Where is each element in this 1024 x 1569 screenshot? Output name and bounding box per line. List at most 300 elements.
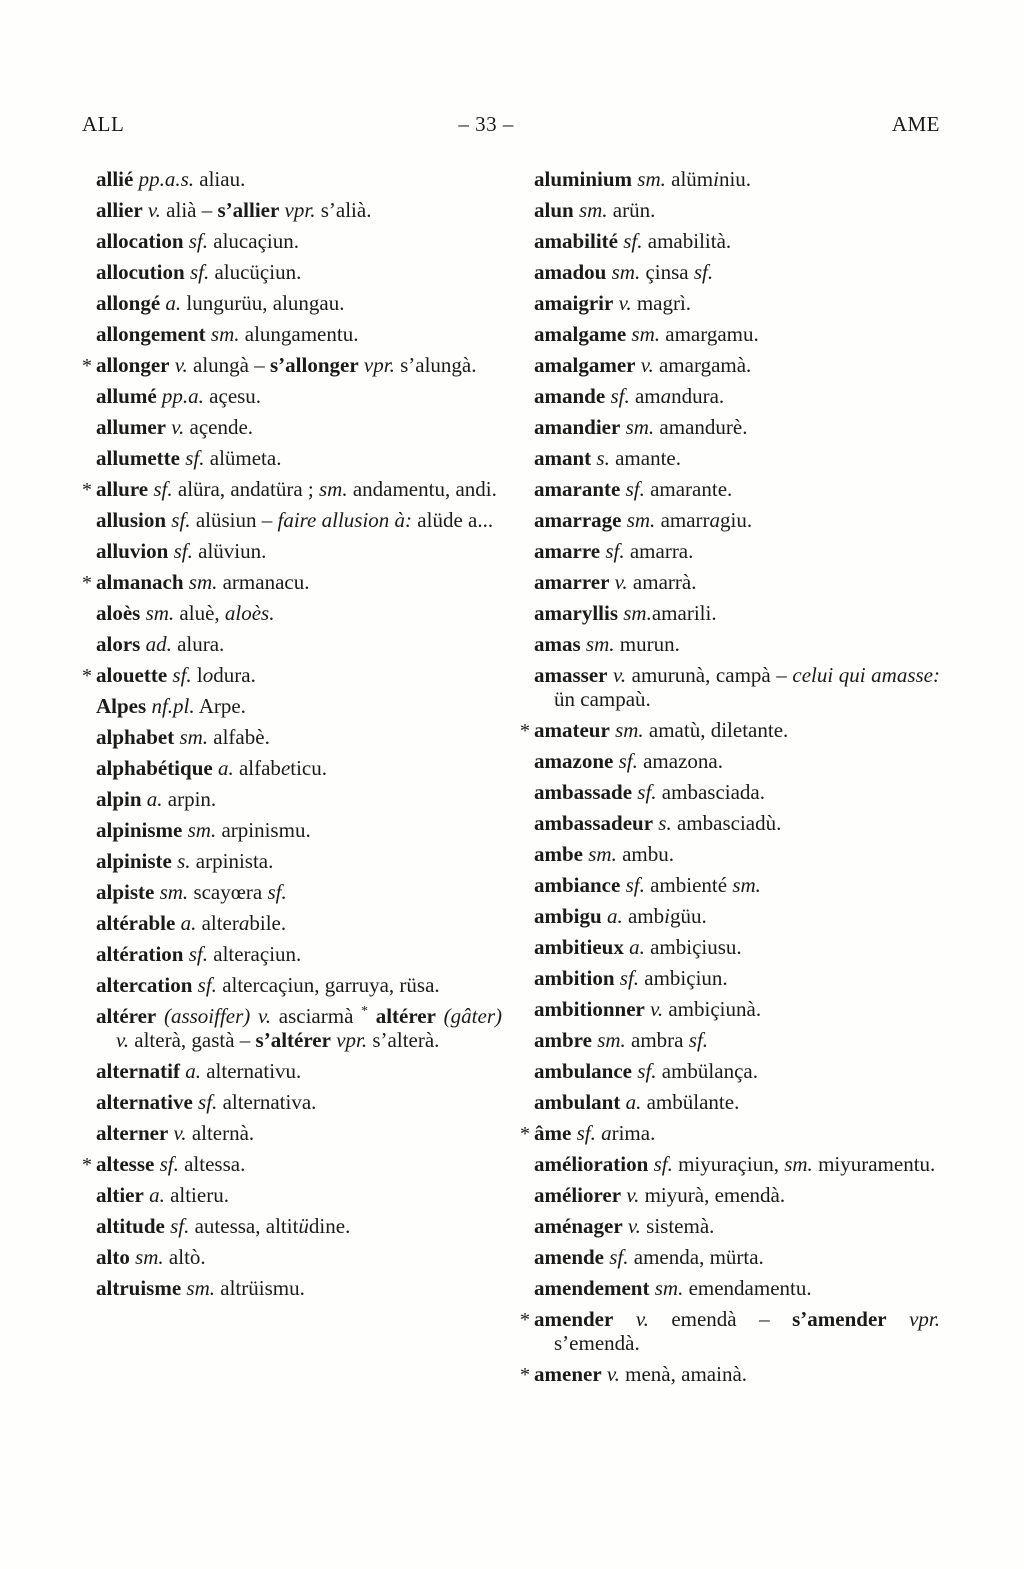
headword: âme xyxy=(534,1121,572,1145)
translation-text: ambülança. xyxy=(656,1059,758,1083)
dictionary-entry xyxy=(82,415,502,439)
pos-label: a xyxy=(238,911,250,935)
translation-text: emendamentu. xyxy=(683,1276,812,1300)
pos-label: sf. xyxy=(168,539,193,563)
headword: allocution xyxy=(96,260,185,284)
pos-label: sm. xyxy=(182,818,217,842)
dictionary-entry xyxy=(82,632,502,656)
translation-text: niu. xyxy=(718,167,752,191)
translation-text: s’emendà. xyxy=(554,1331,640,1355)
headword: amant xyxy=(534,446,592,470)
headword: altérer xyxy=(375,1004,436,1028)
dictionary-entry xyxy=(82,539,502,563)
headword: ambitieux xyxy=(534,935,624,959)
dictionary-entry xyxy=(520,1090,940,1114)
pos-label: a. xyxy=(141,787,163,811)
pos-label: v. xyxy=(621,1183,640,1207)
pos-label: a. xyxy=(601,904,623,928)
dictionary-entry xyxy=(520,873,940,897)
dictionary-entry xyxy=(520,1028,940,1052)
translation-text: miyuraçiun, xyxy=(672,1152,785,1176)
headword: allumer xyxy=(96,415,166,439)
translation-text: amazona. xyxy=(637,749,723,773)
headword: amélioration xyxy=(534,1152,649,1176)
pos-label: sf. xyxy=(618,229,643,253)
translation-text: amargamu. xyxy=(660,322,759,346)
headword: alpiste xyxy=(96,880,155,904)
pos-label: vpr. xyxy=(279,198,316,222)
translation-text: andamentu, andi. xyxy=(347,477,497,501)
dictionary-entry xyxy=(82,322,502,346)
pos-label: sf. xyxy=(632,1059,657,1083)
translation-text: am xyxy=(629,384,661,408)
headword: altitude xyxy=(96,1214,165,1238)
headword: altercation xyxy=(96,973,193,997)
headword: alto xyxy=(96,1245,130,1269)
pos-label: e xyxy=(280,756,291,780)
translation-text: altercaçiun, garruya, rüsa. xyxy=(216,973,440,997)
dictionary-entry xyxy=(520,291,940,315)
pos-label: sm. xyxy=(154,880,189,904)
headword: s’altérer xyxy=(255,1028,331,1052)
pos-label: sf. xyxy=(192,1090,218,1114)
dictionary-entry xyxy=(82,291,502,315)
translation-text: ambra xyxy=(625,1028,689,1052)
headword: alpin xyxy=(96,787,142,811)
headword-star: * xyxy=(82,479,92,501)
headword: amalgame xyxy=(534,322,627,346)
dictionary-entry xyxy=(82,260,502,284)
dictionary-entry xyxy=(520,570,940,594)
translation-text: alüra, andatüra ; xyxy=(172,477,319,501)
pos-label: sf. xyxy=(164,1214,190,1238)
pos-label: pp.a. xyxy=(156,384,204,408)
translation-text: amarili. xyxy=(651,601,717,625)
headword: alluvion xyxy=(96,539,169,563)
translation-text: miyuramentu. xyxy=(812,1152,936,1176)
dictionary-entry xyxy=(520,632,940,656)
dictionary-entry xyxy=(520,229,940,253)
translation-text: altrüismu. xyxy=(215,1276,305,1300)
translation-text: autessa, altit xyxy=(189,1214,299,1238)
column-left xyxy=(82,167,502,1393)
headword: alors xyxy=(96,632,141,656)
headword: ambitionner xyxy=(534,997,645,1021)
dictionary-entry xyxy=(82,229,502,253)
translation-text: menà, amainà. xyxy=(619,1362,748,1386)
pos-label: i xyxy=(713,167,719,191)
headword: amarante xyxy=(534,477,621,501)
page-header xyxy=(82,112,940,137)
pos-label: v. xyxy=(613,291,632,315)
dictionary-entry xyxy=(520,415,940,439)
pos-label: sm. xyxy=(174,725,209,749)
dictionary-entry xyxy=(520,1307,940,1355)
translation-text: emendà – xyxy=(648,1307,793,1331)
headword: amandier xyxy=(534,415,621,439)
dictionary-entry xyxy=(82,911,502,935)
translation-text: güu. xyxy=(669,904,707,928)
dictionary-entry xyxy=(82,167,502,191)
translation-text: amenda, mürta. xyxy=(628,1245,764,1269)
translation-text: alter xyxy=(196,911,239,935)
translation-text: lungurüu, alungau. xyxy=(181,291,345,315)
translation-text: alümeta. xyxy=(204,446,282,470)
pos-label: vpr. xyxy=(330,1028,368,1052)
headword: allure xyxy=(96,477,149,501)
pos-label: sm. xyxy=(649,1276,684,1300)
dictionary-entry xyxy=(520,663,940,711)
headword-star: * xyxy=(82,355,92,377)
translation-text: amargamà. xyxy=(653,353,752,377)
headword: amarrer xyxy=(534,570,610,594)
pos-label: sm. xyxy=(609,718,644,742)
dictionary-entry xyxy=(520,718,940,742)
dictionary-entry xyxy=(520,198,940,222)
translation-text: sistemà. xyxy=(640,1214,715,1238)
dictionary-entry xyxy=(520,935,940,959)
headword-star: * xyxy=(82,572,92,594)
translation-text: amarrà. xyxy=(627,570,697,594)
headword: amender xyxy=(534,1307,614,1331)
translation-text: s’alià. xyxy=(315,198,372,222)
pos-label: sm. xyxy=(618,601,652,625)
translation-text: asciarmà xyxy=(271,1004,362,1028)
dictionary-entry xyxy=(82,756,502,780)
headword: altruisme xyxy=(96,1276,182,1300)
pos-label: sm. xyxy=(181,1276,215,1300)
headword-star: * xyxy=(82,665,92,687)
dictionary-entry xyxy=(82,1004,502,1052)
pos-label: sm. xyxy=(591,1028,626,1052)
translation-text: amb xyxy=(622,904,665,928)
guide-word-left: ALL xyxy=(82,112,125,136)
headword: allumé xyxy=(96,384,157,408)
pos-label: sf. xyxy=(184,260,210,284)
translation-text: alüviun. xyxy=(192,539,267,563)
pos-label: sf. xyxy=(571,1121,596,1145)
pos-label: v. xyxy=(607,663,627,687)
headword: amarrage xyxy=(534,508,622,532)
pos-label: v. xyxy=(635,353,654,377)
translation-text: amurunà, campà – xyxy=(626,663,793,687)
dictionary-entry xyxy=(82,384,502,408)
pos-label: sm. xyxy=(606,260,641,284)
translation-text: açesu. xyxy=(203,384,262,408)
translation-text: alternativu. xyxy=(200,1059,302,1083)
dictionary-entry xyxy=(82,1059,502,1083)
headword-star: * xyxy=(520,720,530,742)
headword: amabilité xyxy=(534,229,618,253)
headword: amasser xyxy=(534,663,608,687)
headword: alpiniste xyxy=(96,849,172,873)
headword: amazone xyxy=(534,749,614,773)
translation-text: alucaçiun. xyxy=(208,229,299,253)
dictionary-entry xyxy=(520,904,940,928)
translation-text: ticu. xyxy=(290,756,328,780)
pos-label: sm. xyxy=(621,508,656,532)
pos-label: v. xyxy=(165,415,185,439)
pos-label: sf. xyxy=(267,880,287,904)
translation-text: amarra. xyxy=(624,539,694,563)
pos-label: sf. xyxy=(167,663,192,687)
pos-label: sm. xyxy=(620,415,655,439)
dictionary-entry xyxy=(520,601,940,625)
dictionary-entry xyxy=(520,997,940,1021)
headword-star: * xyxy=(520,1309,530,1331)
dictionary-entry xyxy=(82,694,502,718)
translation-text: giu. xyxy=(720,508,753,532)
dictionary-entry xyxy=(520,477,940,501)
pos-label: sm. xyxy=(632,167,666,191)
headword: alouette xyxy=(96,663,168,687)
translation-text: ambienté xyxy=(644,873,733,897)
headword: amateur xyxy=(534,718,610,742)
headword: allié xyxy=(96,167,134,191)
headword: ambre xyxy=(534,1028,592,1052)
page-number: – 33 – xyxy=(458,112,514,136)
headword: amalgamer xyxy=(534,353,636,377)
pos-label: v. xyxy=(613,1307,649,1331)
headword: alterner xyxy=(96,1121,169,1145)
headword: amener xyxy=(534,1362,602,1386)
dictionary-entry xyxy=(520,1245,940,1269)
pos-label: sm. xyxy=(573,198,608,222)
pos-label: aloès. xyxy=(224,601,275,625)
dictionary-entry xyxy=(82,353,502,377)
pos-label: sf. xyxy=(600,539,625,563)
pos-label: sm. xyxy=(784,1152,813,1176)
translation-text: alüm xyxy=(665,167,714,191)
translation-text: miyurà, emendà. xyxy=(639,1183,786,1207)
headword-star: * xyxy=(82,1154,92,1176)
pos-label: a. xyxy=(212,756,234,780)
dictionary-entry xyxy=(520,384,940,408)
headword: altier xyxy=(96,1183,144,1207)
dictionary-entry xyxy=(520,539,940,563)
translation-text: amabilità. xyxy=(642,229,732,253)
headword: amende xyxy=(534,1245,604,1269)
translation-text: amarante. xyxy=(644,477,733,501)
headword: altérable xyxy=(96,911,176,935)
pos-label: (assoiffer) v. xyxy=(156,1004,272,1028)
headword: ambassade xyxy=(534,780,633,804)
dictionary-entry xyxy=(520,1183,940,1207)
pos-label: a. xyxy=(160,291,182,315)
pos-label: sm. xyxy=(626,322,660,346)
translation-text: aluè, xyxy=(174,601,225,625)
pos-label: pp.a.s. xyxy=(133,167,195,191)
pos-label: a xyxy=(601,1121,612,1145)
translation-text: alternà. xyxy=(186,1121,255,1145)
dictionary-entry xyxy=(82,1090,502,1114)
dictionary-entry xyxy=(82,477,502,501)
headword: allocation xyxy=(96,229,184,253)
guide-word-right: AME xyxy=(891,112,940,136)
headword: ambition xyxy=(534,966,615,990)
dictionary-entry xyxy=(82,508,502,532)
translation-text: alungà – xyxy=(187,353,270,377)
dictionary-entry xyxy=(520,1276,940,1300)
headword: allongement xyxy=(96,322,206,346)
dictionary-entry xyxy=(82,1276,502,1300)
pos-label: sf. xyxy=(620,477,645,501)
dictionary-entry xyxy=(520,780,940,804)
dictionary-entry xyxy=(520,508,940,532)
pos-label: nf.pl. xyxy=(146,694,195,718)
translation-text: arpin. xyxy=(162,787,217,811)
translation-text: s’alungà. xyxy=(394,353,477,377)
headword: ambe xyxy=(534,842,583,866)
translation-text: ambülante. xyxy=(641,1090,740,1114)
pos-label: s. xyxy=(171,849,191,873)
headword: amaryllis xyxy=(534,601,618,625)
headword: altesse xyxy=(96,1152,155,1176)
translation-text: alià – xyxy=(160,198,218,222)
pos-label: a xyxy=(709,508,721,532)
translation-text: alungamentu. xyxy=(239,322,359,346)
dictionary-entry xyxy=(520,1362,940,1386)
headword: ambassadeur xyxy=(534,811,654,835)
pos-label: sm. xyxy=(183,570,218,594)
pos-label: s. xyxy=(591,446,610,470)
headword: s’allonger xyxy=(270,353,359,377)
pos-label: sf. xyxy=(693,260,714,284)
translation-text: amante. xyxy=(609,446,681,470)
dictionary-entry xyxy=(82,601,502,625)
headword: ambiance xyxy=(534,873,621,897)
pos-label: v. xyxy=(609,570,628,594)
pos-label: a. xyxy=(175,911,197,935)
translation-text: alüde a... xyxy=(412,508,494,532)
translation-text: arpinista. xyxy=(190,849,274,873)
translation-text: rima. xyxy=(611,1121,656,1145)
translation-text: Arpe. xyxy=(194,694,246,718)
translation-text: alterà, gastà – xyxy=(129,1028,256,1052)
text-columns xyxy=(82,167,940,1393)
pos-label: sm. xyxy=(583,842,617,866)
headword: amarre xyxy=(534,539,601,563)
pos-label: vpr. xyxy=(886,1307,941,1331)
translation-text: ambu. xyxy=(616,842,674,866)
pos-label: a. xyxy=(143,1183,165,1207)
translation-text: amandurè. xyxy=(654,415,748,439)
headword: alun xyxy=(534,198,574,222)
headword: amadou xyxy=(534,260,607,284)
asterisk-mark: * xyxy=(361,1003,368,1018)
pos-label: sf. xyxy=(148,477,173,501)
translation-text: çinsa xyxy=(640,260,694,284)
pos-label: v. xyxy=(601,1362,620,1386)
translation-text: armanacu. xyxy=(217,570,310,594)
pos-label: sm. xyxy=(318,477,348,501)
headword: aloès xyxy=(96,601,141,625)
pos-label: a. xyxy=(179,1059,201,1083)
translation-text: ambasciada. xyxy=(656,780,765,804)
pos-label: sf. xyxy=(183,942,208,966)
translation-text: açende. xyxy=(184,415,254,439)
translation-text: alura. xyxy=(171,632,225,656)
pos-label: v. xyxy=(644,997,664,1021)
pos-label: sf. xyxy=(614,966,640,990)
dictionary-entry xyxy=(520,353,940,377)
pos-label: sf. xyxy=(620,873,645,897)
headword: allonger xyxy=(96,353,170,377)
translation-text: l xyxy=(191,663,203,687)
dictionary-entry xyxy=(520,811,940,835)
dictionary-entry xyxy=(520,1214,940,1238)
pos-label: ad. xyxy=(140,632,172,656)
dictionary-entry xyxy=(82,880,502,904)
pos-label: sf. xyxy=(688,1028,709,1052)
pos-label: faire allusion à: xyxy=(277,508,413,532)
headword-star: * xyxy=(520,1364,530,1386)
translation-text: magrì. xyxy=(631,291,692,315)
pos-label: o xyxy=(202,663,214,687)
pos-label: sf. xyxy=(632,780,657,804)
translation-text: alteraçiun. xyxy=(208,942,302,966)
pos-label: v. xyxy=(622,1214,641,1238)
pos-label: (gâter) v. xyxy=(116,1004,502,1052)
pos-label: sm. xyxy=(580,632,615,656)
dictionary-entry xyxy=(82,725,502,749)
dictionary-entry xyxy=(520,167,940,191)
pos-label: sf. xyxy=(613,749,638,773)
translation-text: arpinismu. xyxy=(216,818,311,842)
headword: allumette xyxy=(96,446,180,470)
headword: améliorer xyxy=(534,1183,622,1207)
pos-label: sf. xyxy=(183,229,209,253)
headword: ambulance xyxy=(534,1059,633,1083)
pos-label: sf. xyxy=(192,973,217,997)
dictionary-entry xyxy=(82,1214,502,1238)
translation-text: alucüçiun. xyxy=(209,260,302,284)
dictionary-entry xyxy=(82,849,502,873)
translation-text: altessa. xyxy=(178,1152,246,1176)
headword: s’amender xyxy=(792,1307,887,1331)
pos-label: a. xyxy=(623,935,645,959)
dictionary-entry xyxy=(82,1245,502,1269)
pos-label: sm. xyxy=(205,322,240,346)
headword: altération xyxy=(96,942,184,966)
dictionary-entry xyxy=(82,446,502,470)
translation-text: arün. xyxy=(607,198,656,222)
column-right xyxy=(520,167,940,1393)
translation-text: altieru. xyxy=(164,1183,229,1207)
dictionary-entry xyxy=(82,973,502,997)
headword: alternatif xyxy=(96,1059,180,1083)
headword: alphabétique xyxy=(96,756,213,780)
headword: ambigu xyxy=(534,904,602,928)
translation-text: ambiçiunà. xyxy=(663,997,762,1021)
translation-text: s’alterà. xyxy=(367,1028,440,1052)
pos-label: v. xyxy=(142,198,161,222)
headword: s’allier xyxy=(217,198,280,222)
translation-text: amarr xyxy=(655,508,710,532)
dictionary-entry xyxy=(82,818,502,842)
headword: allusion xyxy=(96,508,167,532)
headword: alpinisme xyxy=(96,818,183,842)
dictionary-entry xyxy=(520,1121,940,1145)
pos-label: s. xyxy=(653,811,672,835)
dictionary-entry xyxy=(520,1059,940,1083)
headword: Alpes xyxy=(96,694,147,718)
pos-label: sm. xyxy=(140,601,175,625)
dictionary-entry xyxy=(82,1152,502,1176)
pos-label: a xyxy=(660,384,672,408)
pos-label: vpr. xyxy=(358,353,395,377)
dictionary-entry xyxy=(82,1121,502,1145)
